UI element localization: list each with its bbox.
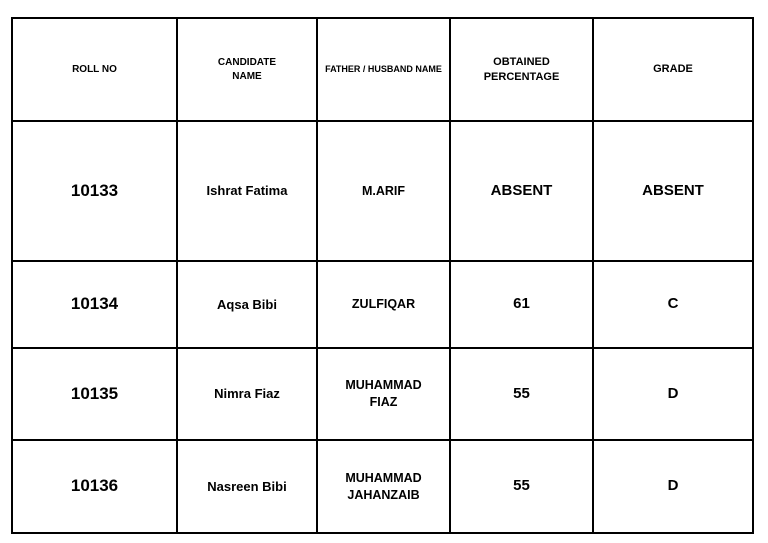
- results-table: [11, 17, 754, 534]
- header-roll-no: ROLL NO: [12, 18, 177, 121]
- grade-cell: D: [593, 440, 753, 533]
- header-obtained-percentage: [450, 18, 593, 121]
- candidate-name-cell: Aqsa Bibi: [177, 261, 317, 348]
- candidate-name-cell: Nimra Fiaz: [177, 348, 317, 440]
- header-grade: GRADE: [593, 18, 753, 121]
- obtained-percentage-cell: ABSENT: [450, 121, 593, 261]
- table-row: [12, 348, 753, 440]
- candidate-name-cell: Nasreen Bibi: [177, 440, 317, 533]
- roll-no-cell: 10136: [12, 440, 177, 533]
- table-row: [12, 121, 753, 261]
- header-candidate-name: [177, 18, 317, 121]
- obtained-percentage-cell: 55: [450, 348, 593, 440]
- father-husband-name-line: ZULFIQAR: [351, 297, 416, 312]
- header-obtained-percentage-line: OBTAINED: [493, 55, 550, 68]
- grade-cell: C: [593, 261, 753, 348]
- father-husband-name-cell: [317, 261, 450, 348]
- grade-cell: ABSENT: [593, 121, 753, 261]
- table-header-row: [12, 18, 753, 121]
- father-husband-name-line: MUHAMMAD: [345, 470, 422, 485]
- roll-no-cell: 10134: [12, 261, 177, 348]
- header-candidate-name-line: CANDIDATE: [217, 57, 277, 68]
- header-father-husband-name: FATHER / HUSBAND NAME: [317, 18, 450, 121]
- grade-cell: D: [593, 348, 753, 440]
- father-husband-name-cell: [317, 348, 450, 440]
- roll-no-cell: 10135: [12, 348, 177, 440]
- father-husband-name-line: JAHANZAIB: [347, 487, 420, 502]
- father-husband-name-cell: [317, 121, 450, 261]
- table-row: [12, 440, 753, 533]
- candidate-name-cell: Ishrat Fatima: [177, 121, 317, 261]
- roll-no-cell: 10133: [12, 121, 177, 261]
- father-husband-name-line: FIAZ: [369, 395, 398, 409]
- obtained-percentage-cell: 61: [450, 261, 593, 348]
- header-obtained-percentage-line: PERCENTAGE: [483, 70, 560, 83]
- father-husband-name-line: MUHAMMAD: [345, 378, 422, 393]
- father-husband-name-line: M.ARIF: [361, 183, 406, 198]
- header-candidate-name-line: NAME: [232, 70, 262, 82]
- obtained-percentage-cell: 55: [450, 440, 593, 533]
- father-husband-name-cell: [317, 440, 450, 533]
- table-row: [12, 261, 753, 348]
